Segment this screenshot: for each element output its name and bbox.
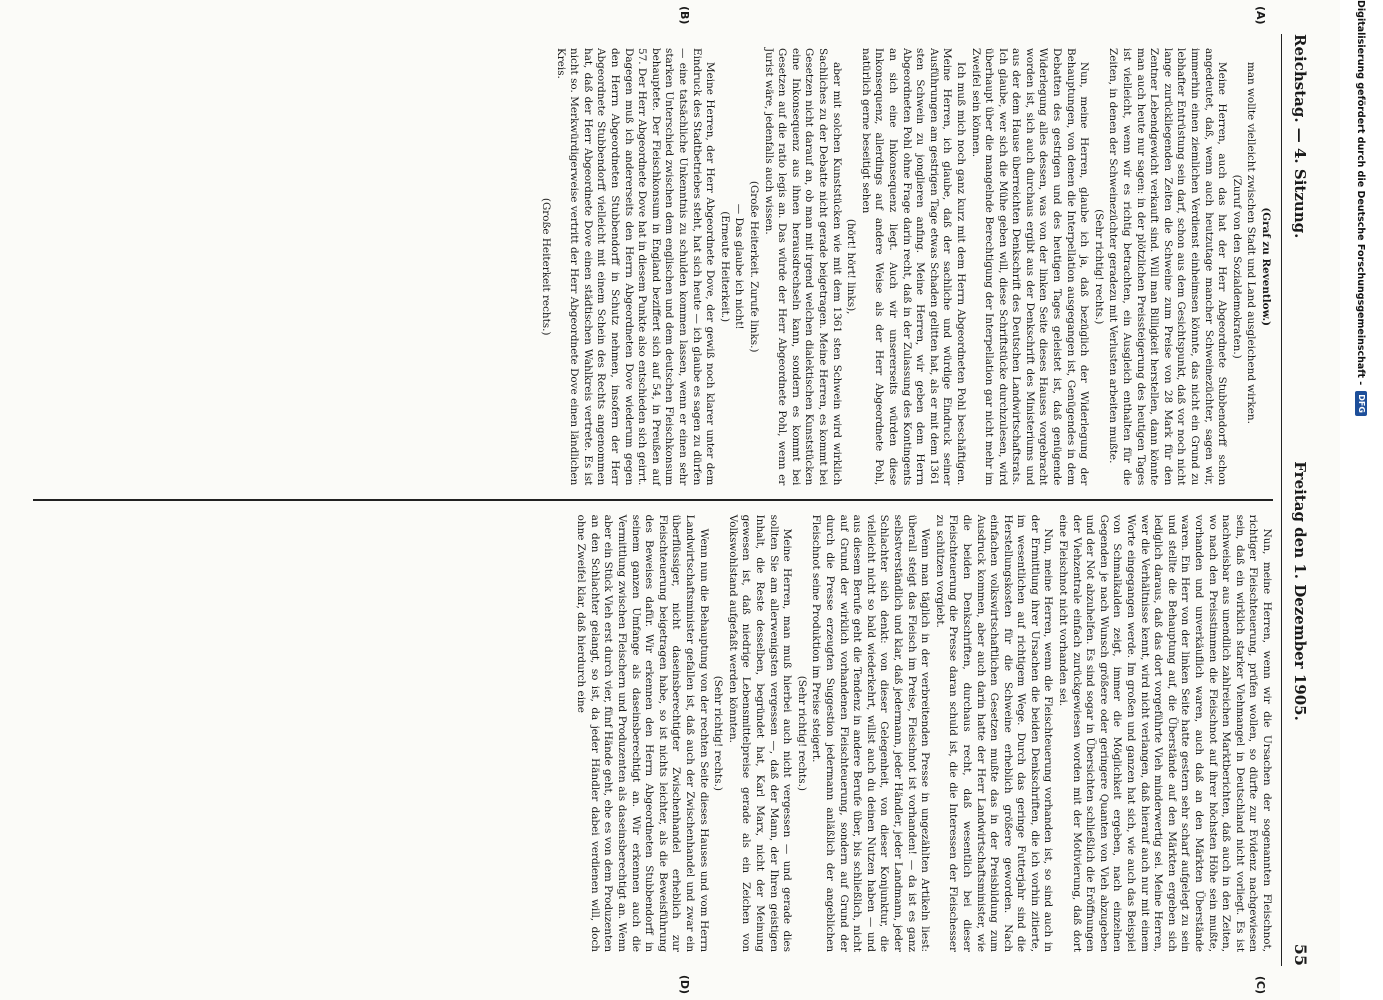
paragraph: Ich muß mich noch ganz kurz mit dem Herrn Abgeordneten Pohl beschäftigen. Meine Herren, ich glaube, daß der sachliche und würdige Eindruck seiner Ausführungen am gestrigen Tage etwas Schaden gelitten hat, als er mit dem 1361 sten Schwein zu jonglieren anfing. Meine Herren, wir geben dem Herrn Abgeordneten Pohl ohne Frage darin recht, daß in der Zulassung des Kontingents an sich eine Inkonsequenz liegt. Auch wir unsererseits würden diese Inkonsequenz, allerdings auf andere Weise als der Herr Abgeordnete Pohl, natürlich gerne beseitigt sehen — [859, 48, 967, 486]
paragraph: Nun, meine Herren, wenn wir die Ursachen der sogenannten Fleischnot, richtiger Fleischteuerung, prüfen wollen, so dürfte zur Evidenz nachgewiesen sein, daß ein wirklich starker Viehmangel in Deutschland nicht vorliegt. Es ist nachweisbar aus unendlich zahlreichen Marktberichten, daß auch in den Zeiten, wo nach den Preisstimmen die Fleischnot auf ihrer höchsten Höhe sein mußte, vorhanden und unverkäuflich waren, auch daß an den Märkten Überstände waren. Ein Herr von der linken Seite hatte gestern sehr scharf aufgelegt zu sein und stellte die Behauptung auf, die Überstände auf den Märkten ergeben sich lediglich daraus, daß das dort vorgeführte Vieh minderwertig sei. Meine Herren, wer die Verhältnisse kennt, wird nicht verlangen, daß hierauf auch nur mit einem Worte eingegangen werde. Im großen und ganzen hat sich, wie auch das Beispiel von Schmalkalden zeigt, immer die Möglichkeit ergeben, nach einzelnen Gegenden je nach Wunsch größere oder geringere Quanten von Vieh abzugeben und der Not abzuhelfen. Es sind sogar in Übersichten schließlich die Eröffnungen der Viehzentrale einfach zurückgewiesen worden mit der Motivierung, daß dort eine Fleischnot nicht vorhanden sei. — [1057, 514, 1273, 953]
speaker-tag: (Graf zu Reventlow.) — [1260, 207, 1272, 327]
digitization-footer — [1354, 0, 1368, 1000]
left-column — [33, 6, 1273, 499]
paragraph: Wenn nun die Behauptung von der rechten Seite dieses Hauses und vom Herrn Landwirtschaftsminister gefallen ist, daß auch der Zwischenhandel und zwar ein überflüssiger, nicht daseinsberechtigter Zwischenhandel erheblich zur Fleischteuerung beigetragen habe, so ist nichts leichter, als die Beweisführung des Beweises dafür. Wir erkennen den Herrn Abgeordneten Stubbendorff in seinem ganzen Umfange als daseinsberechtigt an. Wir erkennen auch die Vermittlung zwischen Fleischern und Produzenten als daseinsberechtigt an. Wenn aber ein Stück Vieh erst durch vier, fünf Hände geht, ehe es von dem Produzenten an den Schlachter gelangt, so ist, da jeder Händler dabei verdienen will, doch ohne Zweifel klar, daß hierdurch eine — [575, 514, 710, 953]
interjection: (Sehr richtig! rechts.) — [712, 675, 725, 791]
interjection: (Große Heiterkeit rechts.) — [540, 197, 553, 336]
page-header — [1281, 34, 1310, 966]
paragraph: man wollte vielleicht zwischen Stadt und Land ausgleichend wirken. — [1245, 62, 1258, 424]
header-date: Freitag den 1. Dezember 1905. — [1291, 461, 1309, 721]
paragraph: Wenn man täglich in der verbreitenden Presse in ungezählten Artikeln liest: überall steigt das Fleisch im Preise, Fleischnot ist vorhanden! — da ist es ganz selbstverständlich und klar, daß jedermann, jeder Händler, jeder Landmann, jeder Schlachter sich denkt: von dieser Gelegenheit, von dieser Konjunktur, die vielleicht nicht so bald wiederkehrt, willst auch du deinen Nutzen haben — und aus diesem Berufe geht die Tendenz in andere Berufe über, bis schließlich, nicht auf Grund der wirklich vorhandenen Fleischteuerung, sondern auf Grund der durch die Presse erzeugten Suggestion jedermann anläßlich der angeblichen Fleischnot seine Produktion im Preise steigert. — [810, 514, 932, 953]
page-number: 55 — [1291, 943, 1310, 966]
interjection: (Große Heiterkeit. Zurufe links.) — [748, 180, 761, 353]
margin-marker-a: (A) — [1254, 6, 1267, 25]
paragraph: Nun, meine Herren, glaube ich ja, daß bezüglich der Widerlegung der Behauptungen, von denen die Interpellation ausgegangen ist, Genügendes in dem Debatten des gestrigen und des heutigen Tages geleistet ist, daß genügende Widerlegung alles dessen, was von der linken Seite dieses Hauses vorgebracht worden ist, sich auch durchaus ergibt aus der Denkschrift des Ministeriums und aus der dem Hause überreichten Denkschrift des Deutschen Landwirtschaftsrats. Ich glaube, wer sich die Mühe geben will, diese Schriftstücke durchzulesen, wird überhaupt über die mangelnde Berechtigung der Interpellation gar nicht mehr im Zweifel sein können. — [969, 48, 1091, 486]
header-session: Reichstag. — 4. Sitzung. — [1291, 34, 1309, 239]
paragraph: Meine Herren, auch das hat der Herr Abgeordnete Stubbendorff schon angedeutet, daß, wenn auch heutzutage mancher Schweinezüchter, sagen wir, immerhin einen ziemlichen Verdienst einheimsen könnte, das nicht ein Grund zu lebhafter Entrüstung sein darf, schon aus dem Gesichtspunkt, daß vor noch nicht lange zurückliegenden Zeiten die Schweine zum Preise von 28 Mark für den Zentner Lebendgewicht verkauft sind. Will man Billigkeit herstellen, dann könnte man auch heute nur sagen: in der plötzlichen Preissteigerung des heutigen Tages ist vielleicht, wenn wir es richtig betrachten, ein Ausgleich enthalten für die Zeiten, in denen der Schweinezüchter geradezu mit Verlusten arbeiten mußte. — [1107, 48, 1229, 486]
margin-marker-c: (C) — [1254, 975, 1267, 995]
text-columns — [33, 6, 1273, 995]
paragraph: Meine Herren, man muß hierbei auch nicht vergessen — und gerade dies sollten Sie am allerwenigsten vergessen —, daß der Mann, der Ihren geistigen Inhalt, die Reste desselben, begründet hat, Karl Marx, nicht der Meinung gewesen ist, daß niedrige Lebensmittelpreise gerade als ein Zeichen von Volkswohlstand aufgefaßt werden könnten. — [726, 514, 794, 953]
interjection: (Zuruf von den Sozialdemokraten.) — [1230, 174, 1243, 359]
interjection: (Sehr richtig! rechts.) — [1092, 209, 1105, 325]
interjection: (Sehr richtig! rechts.) — [795, 675, 808, 791]
interjection: (hört! hört! links), — [845, 218, 858, 315]
paragraph: Nun, meine Herren, wenn die Fleischteuerung vorhanden ist, so sind auch in der Ermittlung ihrer Ursachen die beiden Denkschriften, die ich vorhin zitierte, im wesentlichen auf richtigem Wege. Durch das geringe Futterjahr sind die Herstellungskosten für die Schweine erheblich größere geworden. Nach einfachen volkswirtschaftlichen Gesetzen mußte das in der Preisbildung zum Ausdruck kommen, aber auch darin hatte der Herr Landwirtschaftsminister, wie die beiden Denkschriften, durchaus recht, daß wesentlich bei dieser Fleischteuerung die Presse daran schuld ist, die die Interessen der Fleischesser zu schützen vorgiebt. — [933, 514, 1055, 953]
dfg-logo: DFG — [1355, 391, 1367, 416]
interjection: — Das glaube ich nicht! — [733, 203, 746, 330]
paragraph: aber mit solchen Kunststücken wie mit dem 1361 sten Schwein wird wirklich Sachliches zu der Debatte nicht gerade beigetragen. Meine Herren, es kommt bei Gesetzen nicht darauf an, ob man mit irgend welchen dialektischen Kunststücken eine Inkonsequenz aus ihnen herausdrechseln kann, sondern es kommt bei Gesetzen auf die ratio legis an. Das würde der Herr Abgeordnete Pohl, wenn er Jurist wäre, jedenfalls auch wissen. — [762, 48, 843, 486]
margin-marker-d: (D) — [678, 974, 691, 995]
right-column — [33, 501, 1273, 995]
paragraph: Meine Herren, der Herr Abgeordnete Dove, der gewiß noch klarer unter dem Eindruck des Stadtbetriebes steht, hat sich heute — ich glaube es sagen zu dürfen — eine tatsächliche Unkenntnis zu schulden kommen lassen, wenn er einen sehr starken Unterschied zwischen dem englischen und dem deutschen Fleischkonsum behauptete. Der Fleischkonsum in England beziffert sich auf 54, in Preußen auf 57. Der Herr Abgeordnete Dove hat in diesem Punkte also entschieden sich geirrt. Dagegen muß ich andererseits den Herrn Abgeordneten Dove wiederum gegen den Herrn Abgeordneten Stubbendorff in Schutz nehmen, insofern der Herr Abgeordnete Stubbendorff vielleicht mit einem Schein des Rechts angenommen hat, daß der Herr Abgeordnete Dove einen städtischen Wahlkreis vertrete. Es ist nicht so. Merkwürdigerweise vertritt der Herr Abgeordnete Dove einen ländlichen Kreis. — [554, 48, 717, 486]
footer-text: Digitalisierung gefördert durch die Deutsche Forschungsgemeinschaft - — [1355, 0, 1367, 386]
interjection: (Erneute Heiterkeit.) — [718, 211, 731, 323]
margin-marker-b: (B) — [678, 6, 691, 25]
